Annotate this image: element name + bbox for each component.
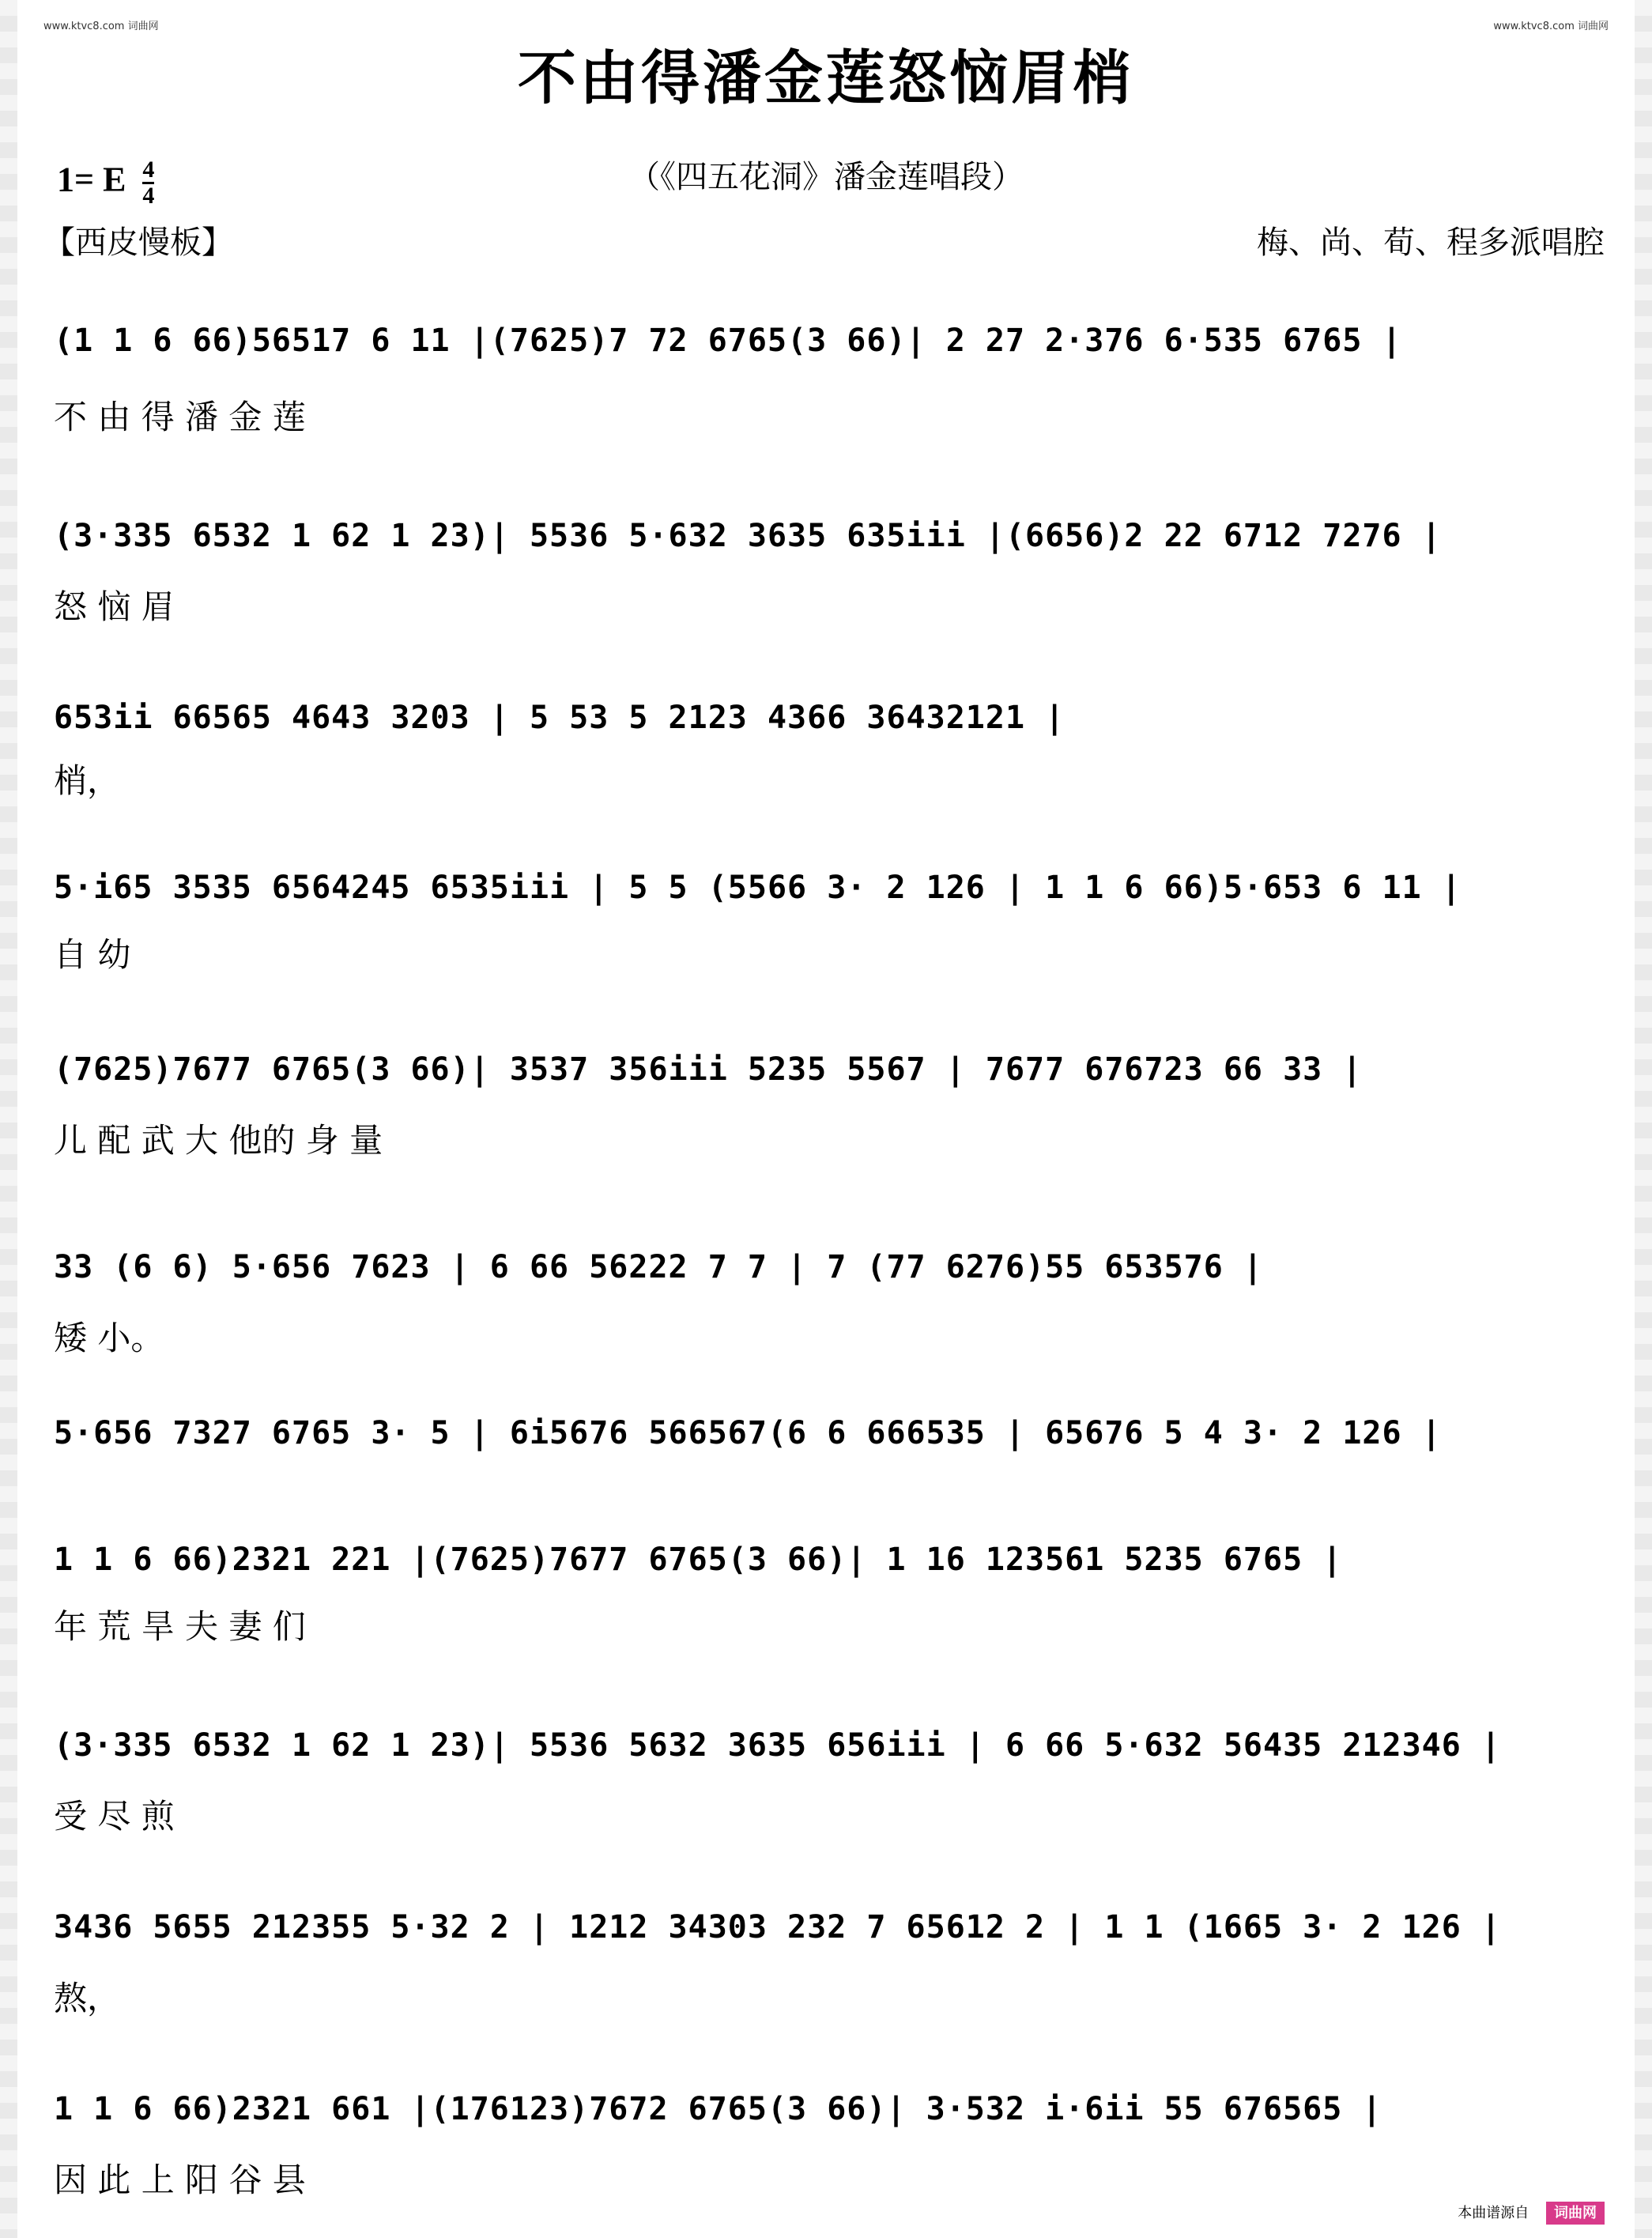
song-title: 不由得潘金莲怒恼眉梢 — [518, 44, 1134, 112]
site-url-right: www.ktvc8.com 词曲网 — [1493, 21, 1609, 32]
lyrics-line-5: 儿 配 武 大 他的 身 量 — [54, 1121, 383, 1160]
right-margin-band — [1635, 0, 1652, 2238]
notation-line-3: 653ii 66565 4643 3203 | 5 53 5 2123 4366 36432121 | — [54, 700, 1066, 736]
footer-source — [1458, 2202, 1605, 2222]
notation-line-10: 3436 5655 212355 5·32 2 | 1212 34303 232 7 65612 2 | 1 1 (1665 3· 2 126 | — [54, 1909, 1501, 1946]
lyrics-line-11: 因 此 上 阳 谷 县 — [54, 2161, 306, 2199]
time-bottom: 4 — [142, 183, 155, 209]
notation-line-4: 5·i65 3535 6564245 6535iii | 5 5 (5566 3· 2 126 | 1 1 6 66)5·653 6 11 | — [54, 870, 1462, 906]
notation-line-7: 5·656 7327 6765 3· 5 | 6i5676 566567(6 6 666535 | 65676 5 4 3· 2 126 | — [54, 1415, 1442, 1451]
time-top: 4 — [142, 157, 155, 183]
lyrics-line-2: 怒 恼 眉 — [54, 587, 175, 626]
tempo-marking: 【西皮慢板】 — [43, 225, 233, 261]
lyrics-line-9: 受 尽 煎 — [54, 1797, 175, 1836]
left-margin-band — [0, 0, 17, 2238]
footer-source-text: 本曲谱源自 — [1458, 2205, 1529, 2221]
lyrics-line-8: 年 荒 旱 夫 妻 们 — [54, 1607, 306, 1646]
lyrics-line-1: 不 由 得 潘 金 莲 — [54, 398, 306, 436]
notation-line-5: (7625)7677 6765(3 66)| 3537 356iii 5235 5567 | 7677 676723 66 33 | — [54, 1051, 1363, 1088]
lyrics-line-6: 矮 小。 — [54, 1319, 164, 1357]
subtitle: （《四五花洞》潘金莲唱段） — [628, 159, 1024, 195]
notation-line-6: 33 (6 6) 5·656 7623 | 6 66 56222 7 7 | 7 (77 6276)55 653576 | — [54, 1249, 1264, 1285]
notation-line-11: 1 1 6 66)2321 661 |(176123)7672 6765(3 66)| 3·532 i·6ii 55 676565 | — [54, 2091, 1382, 2127]
notation-line-8: 1 1 6 66)2321 221 |(7625)7677 6765(3 66)| 1 16 123561 5235 6765 | — [54, 1542, 1343, 1578]
notation-line-2: (3·335 6532 1 62 1 23)| 5536 5·632 3635 635iii |(6656)2 22 6712 7276 | — [54, 518, 1442, 554]
notation-line-1: (1 1 6 66)56517 6 11 |(7625)7 72 6765(3 66)| 2 27 2·376 6·535 6765 | — [54, 323, 1402, 359]
notation-line-9: (3·335 6532 1 62 1 23)| 5536 5632 3635 656iii | 6 66 5·632 56435 212346 | — [54, 1727, 1501, 1764]
key-label: 1= E — [57, 160, 126, 199]
lyrics-line-4: 自 幼 — [54, 935, 131, 974]
lyrics-line-3: 梢， — [54, 761, 121, 800]
footer-brand-link[interactable]: 词曲网 — [1546, 2202, 1605, 2225]
site-url-left: www.ktvc8.com 词曲网 — [43, 21, 159, 32]
lyrics-line-10: 熬， — [54, 1979, 121, 2017]
singing-style-credit: 梅、尚、荀、程多派唱腔 — [1257, 225, 1605, 261]
